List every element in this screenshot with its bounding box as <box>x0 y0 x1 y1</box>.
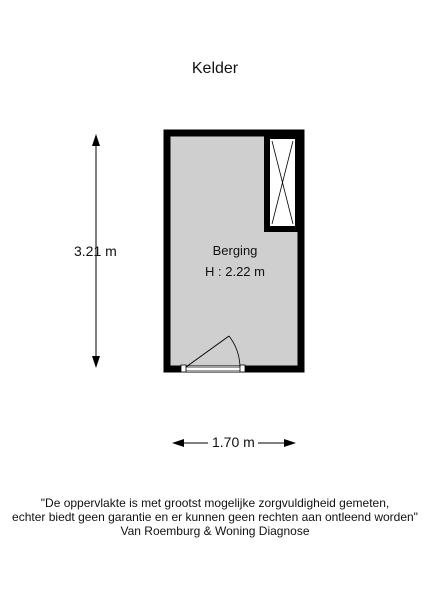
disclaimer-line-2: echter biedt geen garantie en er kunnen geen rechten aan ontleend worden" <box>12 510 418 524</box>
disclaimer-line-3: Van Roemburg & Woning Diagnose <box>120 524 310 538</box>
room-height: H : 2.22 m <box>205 264 265 279</box>
width-dimension-label: 1.70 m <box>212 434 255 450</box>
floor-title: Kelder <box>191 60 239 77</box>
disclaimer-line-1: "De oppervlakte is met grootst mogelijke zorgvuldigheid gemeten, <box>40 496 390 510</box>
depth-dimension-label: 3.21 m <box>74 243 117 259</box>
room-name: Berging <box>212 243 258 258</box>
disclaimer <box>0 496 430 538</box>
